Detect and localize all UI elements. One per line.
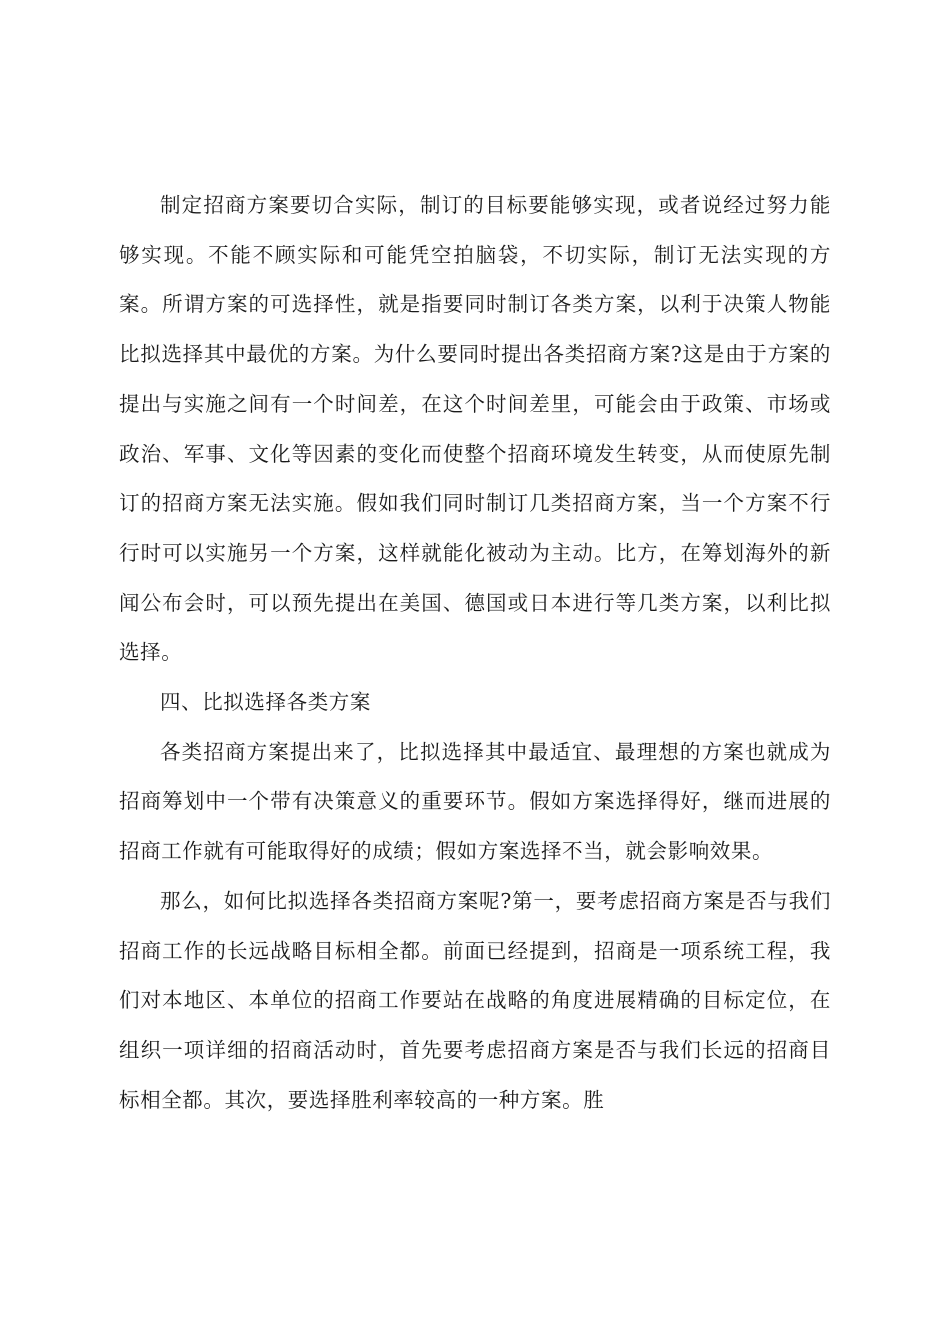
paragraph-plan-feasibility: 制定招商方案要切合实际，制订的目标要能够实现，或者说经过努力能够实现。不能不顾实际和可能凭空拍脑袋，不切实际，制订无法实现的方案。所谓方案的可选择性，就是指要同时制订各类方案，以利于决策人物能比拟选择其中最优的方案。为什么要同时提出各类招商方案?这是由于方案的提出与实施之间有一个时间差，在这个时间差里，可能会由于政策、市场或政治、军事、文化等因素的变化而使整个招商环境发生转变，从而使原先制订的招商方案无法实施。假如我们同时制订几类招商方案，当一个方案不行行时可以实施另一个方案，这样就能化被动为主动。比方，在筹划海外的新闻公布会时，可以预先提出在美国、德国或日本进行等几类方案，以利比拟选择。 xyxy=(119,193,831,665)
section-heading: 四、比拟选择各类方案 xyxy=(160,690,371,715)
document-body xyxy=(119,181,831,1125)
paragraph-how-to-choose: 那么，如何比拟选择各类招商方案呢?第一，要考虑招商方案是否与我们招商工作的长远战略目标相全都。前面已经提到，招商是一项系统工程，我们对本地区、本单位的招商工作要站在战略的角度进展精确的目标定位，在组织一项详细的招商活动时，首先要考虑招商方案是否与我们长远的招商目标相全都。其次，要选择胜利率较高的一种方案。胜 xyxy=(119,888,831,1112)
paragraph-compare-plans: 各类招商方案提出来了，比拟选择其中最适宜、最理想的方案也就成为招商筹划中一个带有决策意义的重要环节。假如方案选择得好，继而进展的招商工作就有可能取得好的成绩；假如方案选择不当，就会影响效果。 xyxy=(119,739,831,864)
